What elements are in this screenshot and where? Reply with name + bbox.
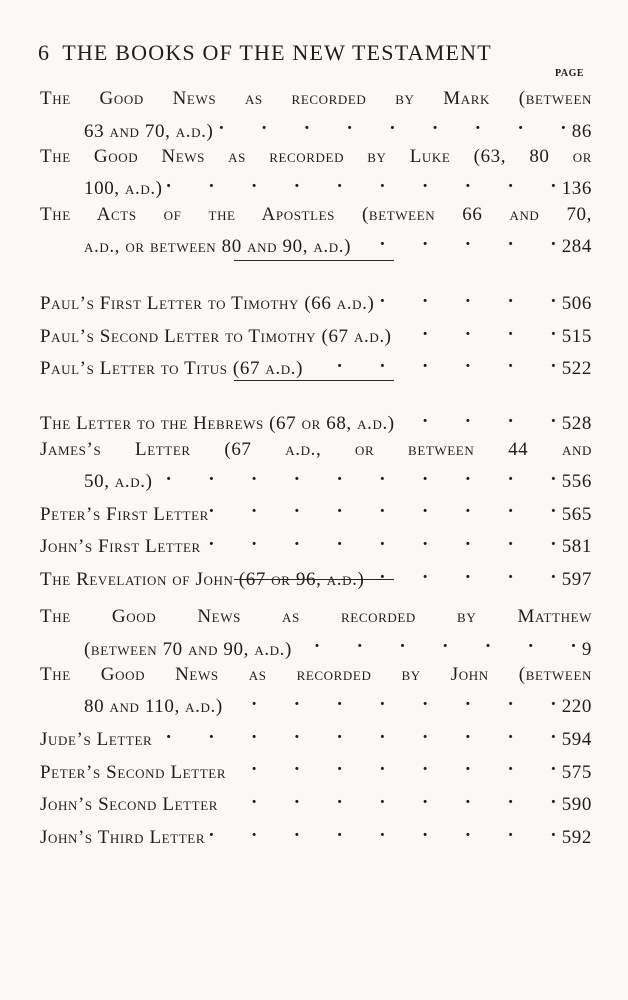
toc-entry-line xyxy=(40,144,592,169)
toc-entry xyxy=(40,144,592,202)
toc-entry xyxy=(40,404,592,437)
toc-entry-continuation xyxy=(40,169,592,202)
toc-entry-line xyxy=(40,560,592,593)
toc-section-later-books xyxy=(40,604,592,850)
toc-entry-page: 506 xyxy=(561,293,592,315)
toc-entry xyxy=(40,86,592,144)
toc-entry-title: The Good News as recorded by John (between xyxy=(40,663,592,685)
toc-entry-title: Jude’s Letter xyxy=(40,729,153,751)
toc-entry xyxy=(40,752,592,785)
toc-entry xyxy=(40,527,592,560)
toc-entry-line xyxy=(40,317,592,350)
dot-leaders xyxy=(218,785,562,810)
toc-entry-line xyxy=(40,86,592,111)
dot-leaders xyxy=(395,404,562,429)
dot-leaders xyxy=(292,629,582,654)
toc-entry xyxy=(40,785,592,818)
toc-entry-title: 100, a.d.) xyxy=(84,178,163,200)
toc-entry-line xyxy=(40,404,592,437)
page-column-label: PAGE xyxy=(555,68,585,79)
toc-entry xyxy=(40,560,592,593)
toc-entry xyxy=(40,284,592,317)
toc-entry xyxy=(40,720,592,753)
toc-entry-title: The Revelation of John (67 or 96, a.d.) xyxy=(40,568,365,590)
dot-leaders xyxy=(163,169,562,194)
toc-entry-page: 220 xyxy=(561,696,592,718)
toc-section-gospels-acts xyxy=(40,86,592,260)
toc-entry-page: 556 xyxy=(561,471,592,493)
toc-entry-page: 515 xyxy=(561,325,592,347)
section-divider xyxy=(234,579,394,580)
toc-entry-title: a.d., or between 80 and 90, a.d.) xyxy=(84,236,351,258)
toc-entry-page: 565 xyxy=(561,503,592,525)
toc-entry-title: Paul’s Letter to Titus (67 a.d.) xyxy=(40,358,304,380)
dot-leaders xyxy=(226,752,562,777)
toc-entry-line xyxy=(40,785,592,818)
toc-entry-page: 528 xyxy=(561,413,592,435)
page-number: 6 xyxy=(38,40,51,65)
toc-section-pastoral-letters xyxy=(40,284,592,382)
toc-entry-title: 63 and 70, a.d.) xyxy=(84,120,214,142)
toc-entry-page: 9 xyxy=(581,638,592,660)
toc-entry-title: The Good News as recorded by Mark (between xyxy=(40,88,592,109)
toc-entry-line xyxy=(40,662,592,687)
toc-entry-page: 575 xyxy=(561,761,592,783)
toc-entry-title: The Letter to the Hebrews (67 or 68, a.d.) xyxy=(40,413,395,435)
toc-entry xyxy=(40,662,592,720)
toc-entry-line xyxy=(40,527,592,560)
dot-leaders xyxy=(374,284,561,309)
section-divider xyxy=(234,260,394,261)
toc-entry xyxy=(40,494,592,527)
page-title: THE BOOKS OF THE NEW TESTAMENT xyxy=(62,40,492,65)
toc-entry-title: The Acts of the Apostles (between 66 and 70, xyxy=(40,203,592,225)
toc-entry xyxy=(40,437,592,495)
toc-entry xyxy=(40,202,592,260)
toc-entry-title: The Good News as recorded by Luke (63, 80 or xyxy=(40,145,592,167)
toc-entry-continuation xyxy=(40,629,592,662)
toc-entry-page: 594 xyxy=(561,729,592,751)
toc-entry-title: John’s First Letter xyxy=(40,536,201,558)
toc-entry-title: Paul’s Second Letter to Timothy (67 a.d.) xyxy=(40,325,392,347)
toc-entry-line xyxy=(40,202,592,227)
toc-entry xyxy=(40,604,592,662)
dot-leaders xyxy=(364,560,561,585)
toc-entry-page: 592 xyxy=(561,826,592,848)
toc-entry-page: 597 xyxy=(561,568,592,590)
dot-leaders xyxy=(392,317,562,342)
dot-leaders xyxy=(223,687,562,712)
toc-entry-title: Peter’s Second Letter xyxy=(40,761,227,783)
toc-entry-line xyxy=(40,349,592,382)
dot-leaders xyxy=(201,527,562,552)
toc-entry-continuation xyxy=(40,111,592,144)
toc-section-general-letters xyxy=(40,404,592,592)
toc-entry-title: John’s Second Letter xyxy=(40,794,218,816)
toc-entry-continuation xyxy=(40,687,592,720)
toc-entry xyxy=(40,349,592,382)
toc-entry-page: 136 xyxy=(561,178,592,200)
toc-entry-continuation xyxy=(40,227,592,260)
toc-entry-line xyxy=(40,494,592,527)
toc-entry-line xyxy=(40,437,592,462)
section-divider xyxy=(234,380,394,381)
dot-leaders xyxy=(152,720,561,745)
toc-entry-title: Peter’s First Letter xyxy=(40,503,209,525)
dot-leaders xyxy=(303,349,562,374)
toc-entry-page: 284 xyxy=(561,236,592,258)
dot-leaders xyxy=(205,818,562,843)
toc-entry-line xyxy=(40,818,592,851)
toc-entry-line xyxy=(40,284,592,317)
toc-entry-title: The Good News as recorded by Matthew xyxy=(40,606,592,627)
toc-entry-page: 581 xyxy=(561,536,592,558)
toc-entry-title: James’s Letter (67 a.d., or between 44 and xyxy=(40,438,592,460)
toc-entry-title: 80 and 110, a.d.) xyxy=(84,696,223,718)
toc-entry-title: Paul’s First Letter to Timothy (66 a.d.) xyxy=(40,293,375,315)
toc-entry-continuation xyxy=(40,462,592,495)
dot-leaders xyxy=(153,462,562,487)
dot-leaders xyxy=(209,494,562,519)
toc-entry xyxy=(40,317,592,350)
toc-entry-page: 590 xyxy=(561,794,592,816)
toc-entry-title: 50, a.d.) xyxy=(84,471,153,493)
toc-entry-title: John’s Third Letter xyxy=(40,826,206,848)
toc-entry-line xyxy=(40,720,592,753)
toc-entry-page: 522 xyxy=(561,358,592,380)
dot-leaders xyxy=(351,227,562,252)
toc-entry-line xyxy=(40,604,592,629)
running-head xyxy=(38,40,492,66)
toc-entry xyxy=(40,818,592,851)
toc-entry-line xyxy=(40,752,592,785)
dot-leaders xyxy=(213,111,571,136)
toc-entry-title: (between 70 and 90, a.d.) xyxy=(84,638,292,660)
toc-entry-page: 86 xyxy=(571,120,592,142)
